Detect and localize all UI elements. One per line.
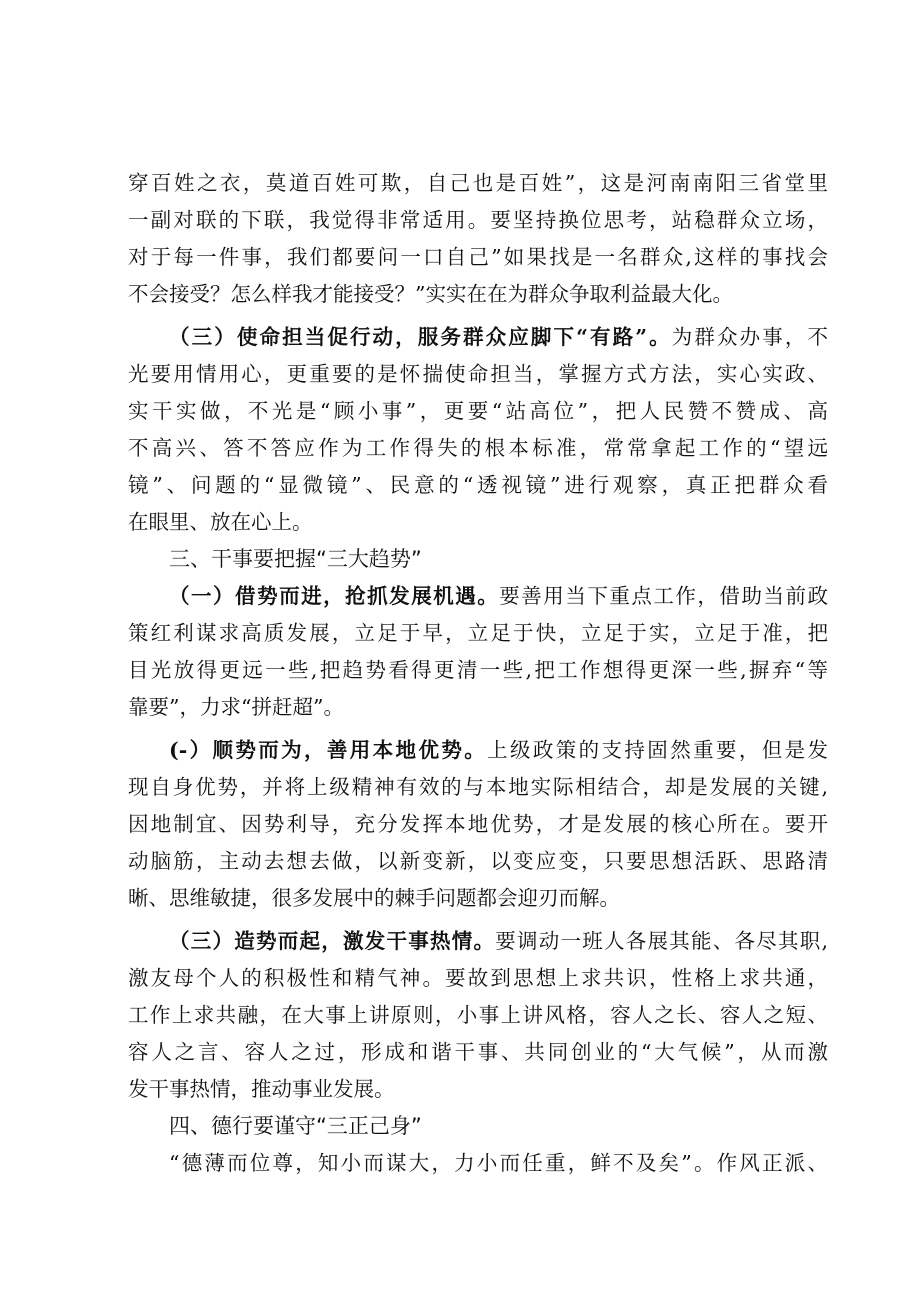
- text-line: 对于每一件事，我们都要问一口自己”如果找是一名群众,这样的事找会: [128, 245, 828, 269]
- text-line: 靠要”，力求“拼赶超”。: [128, 695, 344, 719]
- section-heading-3: 三、干事要把握“三大趋势”: [169, 547, 422, 571]
- paragraph-text: 上级政策的支持固然重要，但是发: [487, 738, 828, 762]
- text-line: “德薄而位尊，知小而谋大，力小而任重，鲜不及矣”。作风正派、: [169, 1151, 828, 1175]
- text-line: 晰、思维敏捷，很多发展中的棘手问题都会迎刃而解。: [128, 886, 620, 910]
- paragraph-lead: （一）借势而进，抢抓发展机遇。: [169, 584, 500, 608]
- paragraph-text: 要调动一班人各展其能、各尽其职,: [495, 929, 828, 953]
- text-line: 不会接受？怎么样我才能接受？”实实在在为群众争取利益最大化。: [128, 282, 733, 306]
- paragraph-text: 为群众办事，不: [671, 325, 828, 349]
- text-line: [128, 578, 828, 615]
- paragraph-local-advantage: [128, 732, 828, 917]
- paragraph-momentum: [128, 578, 828, 726]
- text-line: [128, 319, 828, 356]
- paragraph-lead: (-）顺势而为，善用本地优势。: [169, 738, 488, 762]
- paragraph-text: 要善用当下重点工作，借助当前政: [499, 584, 828, 608]
- paragraph-virtue: [128, 1145, 828, 1182]
- text-line: 目光放得更远一些,把趋势看得更清一些,把工作想得更深一些,摒弃“等: [128, 658, 828, 682]
- text-line: 激友母个人的积极性和精气神。要故到思想上求共识，性格上求共通，: [128, 966, 828, 990]
- paragraph-enthusiasm: [128, 923, 828, 1108]
- paragraph-lead: （三）使命担当促行动，服务群众应脚下“有路”。: [169, 325, 672, 349]
- text-line: 穿百姓之衣，莫道百姓可欺，自己也是百姓”，这是河南南阳三省堂里: [128, 171, 828, 195]
- text-line: 动脑筋，主动去想去做，以新变新，以变应变，只要思想活跃、思路清: [128, 849, 828, 873]
- text-line: 镜”、问题的“显微镜”、民意的“透视镜”进行观察，真正把群众看: [128, 473, 828, 497]
- text-line: 工作上求共融，在大事上讲原则，小事上讲风格，容人之长、容人之短、: [128, 1003, 828, 1027]
- paragraph-mission: [128, 319, 828, 541]
- text-line: 实干实做，不光是“顾小事”，更要“站高位”，把人民赞不赞成、高: [128, 399, 828, 423]
- text-line: 因地制宜、因势利导，充分发挥本地优势，才是发展的核心所在。要开: [128, 812, 828, 836]
- text-line: 光要用情用心，更重要的是怀揣使命担当，掌握方式方法，实心实政、: [128, 362, 828, 386]
- text-line: 不高兴、答不答应作为工作得失的根本标准，常常拿起工作的“望远: [128, 436, 828, 460]
- text-line: 发干事热情，推动事业发展。: [128, 1077, 395, 1101]
- document-body: [128, 165, 828, 1182]
- text-line: [128, 732, 828, 769]
- text-line: 一副对联的下联，我觉得非常适用。要坚持换位思考，站稳群众立场，: [128, 208, 828, 232]
- section-heading-4: 四、德行要谨守“三正己身”: [169, 1114, 422, 1138]
- text-line: 策红利谋求高质发展，立足于早，立足于快，立足于实，立足于准，把: [128, 621, 828, 645]
- text-line: 现自身优势，并将上级精神有效的与本地实际相结合，却是发展的关键,: [128, 775, 828, 799]
- paragraph-continuation: [128, 165, 828, 313]
- text-line: 在眼里、放在心上。: [128, 510, 313, 534]
- text-line: [128, 923, 828, 960]
- text-line: 容人之言、容人之过，形成和谐干事、共同创业的“大气候”，从而激: [128, 1040, 828, 1064]
- paragraph-lead: （三）造势而起，激发干事热情。: [169, 929, 496, 953]
